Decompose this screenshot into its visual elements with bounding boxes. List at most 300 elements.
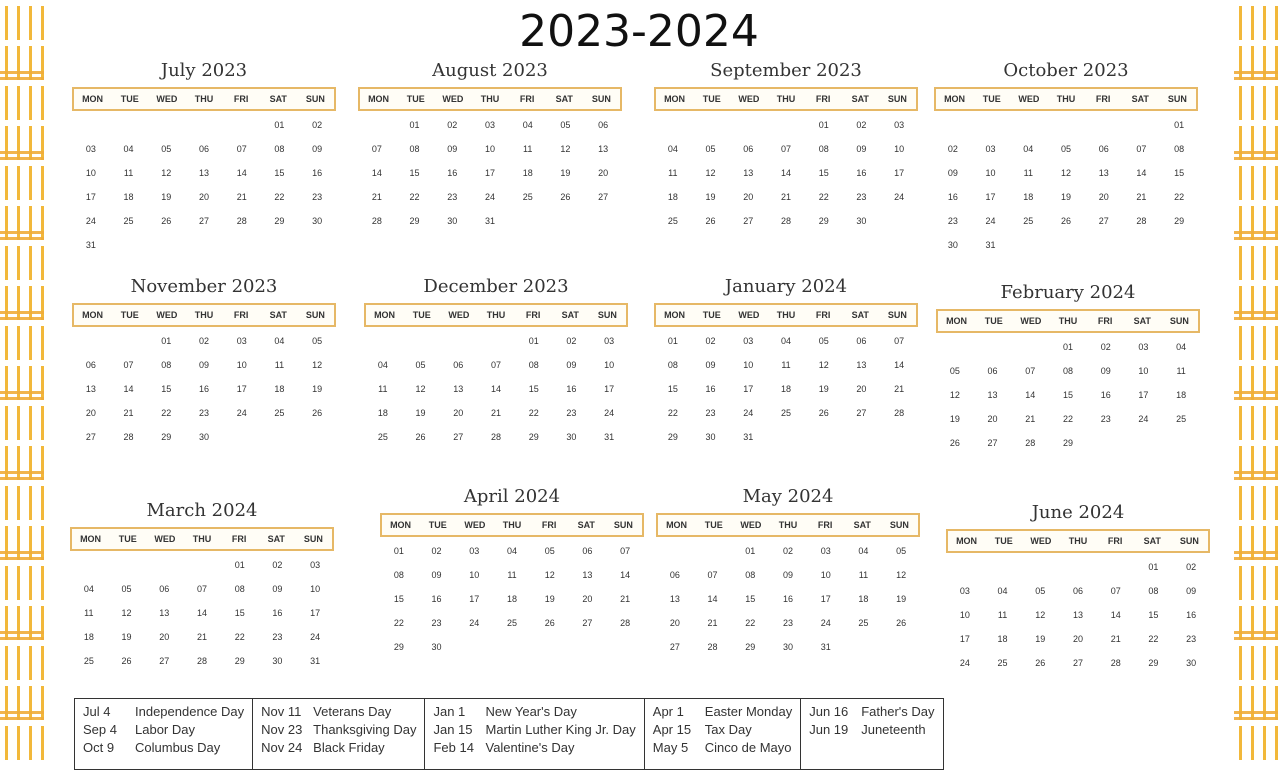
- weekday-label: SAT: [267, 534, 285, 544]
- weekday-header: [654, 87, 918, 111]
- day-number: 03: [985, 144, 996, 154]
- day-number: 27: [598, 192, 609, 202]
- weekday-label: MON: [666, 520, 688, 530]
- day-number: 28: [894, 408, 905, 418]
- day-number: 07: [371, 144, 382, 154]
- day-number: 06: [743, 144, 754, 154]
- day-number: 08: [1174, 144, 1185, 154]
- weekday-label: WED: [442, 94, 464, 104]
- month-title: January 2024: [724, 276, 848, 297]
- day-number: 04: [506, 546, 517, 556]
- holiday-name: Tax Day: [704, 722, 752, 737]
- day-number: 19: [1060, 192, 1071, 202]
- day-number: 20: [198, 192, 209, 202]
- day-number: 06: [198, 144, 209, 154]
- empty-day-cell: [402, 333, 440, 349]
- day-number: 13: [159, 608, 170, 618]
- day-number: 17: [820, 594, 831, 604]
- day-number: 19: [896, 594, 907, 604]
- day-number: 27: [1098, 216, 1109, 226]
- weekday-label: SUN: [597, 310, 617, 320]
- day-number: 30: [198, 432, 209, 442]
- day-number: 16: [447, 168, 458, 178]
- day-number: 25: [506, 618, 517, 628]
- day-number: 11: [781, 360, 791, 370]
- day-number: 30: [1186, 658, 1197, 668]
- day-number: 01: [274, 120, 285, 130]
- day-number: 29: [1174, 216, 1185, 226]
- weekday-label: FRI: [815, 310, 831, 320]
- empty-day-cell: [1047, 117, 1085, 133]
- day-number: 28: [490, 432, 501, 442]
- day-number: 20: [582, 594, 593, 604]
- weekday-label: TUE: [704, 520, 723, 530]
- weekday-label: FRI: [1095, 94, 1111, 104]
- day-number: 23: [566, 408, 577, 418]
- day-number: 22: [745, 618, 756, 628]
- day-number: 13: [598, 144, 609, 154]
- weekday-label: TUE: [994, 536, 1013, 546]
- day-number: 03: [959, 586, 970, 596]
- day-number: 05: [1060, 144, 1071, 154]
- weekday-header: [358, 87, 622, 111]
- day-number: 04: [1176, 342, 1187, 352]
- day-number: 01: [528, 336, 539, 346]
- day-number: 22: [667, 408, 678, 418]
- holiday-date: May 5: [652, 740, 689, 755]
- day-number: 08: [528, 360, 539, 370]
- weekday-label: THU: [192, 534, 212, 544]
- day-number: 18: [123, 192, 134, 202]
- day-number: 02: [782, 546, 793, 556]
- day-grid: [656, 543, 920, 655]
- day-number: 21: [1110, 634, 1121, 644]
- day-grid: [936, 339, 1200, 451]
- day-number: 20: [987, 414, 998, 424]
- month-title: December 2023: [423, 276, 569, 297]
- empty-day-cell: [974, 339, 1012, 355]
- day-number: 19: [818, 384, 829, 394]
- day-number: 27: [453, 432, 464, 442]
- weekday-header: [380, 513, 644, 537]
- day-number: 23: [1100, 414, 1111, 424]
- empty-day-cell: [946, 559, 984, 575]
- day-number: 01: [667, 336, 678, 346]
- weekday-label: FRI: [1097, 316, 1113, 326]
- day-number: 06: [1098, 144, 1109, 154]
- day-number: 26: [1060, 216, 1071, 226]
- day-number: 01: [234, 560, 245, 570]
- day-number: 26: [415, 432, 426, 442]
- day-number: 16: [947, 192, 958, 202]
- day-number: 01: [1174, 120, 1185, 130]
- day-number: 05: [121, 584, 132, 594]
- weekday-label: MON: [82, 310, 104, 320]
- page-title: 2023-2024: [519, 6, 759, 57]
- month-title: August 2023: [432, 60, 548, 81]
- day-number: 19: [312, 384, 323, 394]
- empty-day-cell: [656, 543, 694, 559]
- holiday-name: Veterans Day: [313, 704, 392, 719]
- day-number: 29: [745, 642, 756, 652]
- weekday-label: WED: [1030, 536, 1052, 546]
- day-number: 08: [745, 570, 756, 580]
- weekday-label: TUE: [120, 310, 139, 320]
- day-number: 14: [620, 570, 631, 580]
- day-number: 04: [522, 120, 533, 130]
- day-number: 07: [1136, 144, 1147, 154]
- weekday-label: MON: [946, 316, 968, 326]
- month-calendar-june-2024: [946, 502, 1210, 671]
- weekday-label: TUE: [428, 520, 447, 530]
- day-number: 09: [782, 570, 793, 580]
- weekday-header: [654, 303, 918, 327]
- day-grid: [654, 333, 918, 445]
- day-number: 19: [415, 408, 426, 418]
- holiday-date: Oct 9: [83, 740, 115, 755]
- weekday-label: WED: [738, 310, 760, 320]
- day-number: 05: [705, 144, 716, 154]
- holiday-column: [253, 699, 425, 769]
- weekday-header: [70, 527, 334, 551]
- day-number: 14: [371, 168, 382, 178]
- day-number: 05: [560, 120, 571, 130]
- holiday-name: Thanksgiving Day: [313, 722, 417, 737]
- day-number: 17: [469, 594, 480, 604]
- holiday-name: Columbus Day: [135, 740, 221, 755]
- day-number: 24: [985, 216, 996, 226]
- empty-day-cell: [934, 117, 972, 133]
- day-number: 20: [159, 632, 170, 642]
- month-title: February 2024: [1000, 282, 1136, 303]
- day-number: 20: [598, 168, 609, 178]
- day-number: 28: [236, 216, 247, 226]
- day-number: 03: [1138, 342, 1149, 352]
- month-title: March 2024: [146, 500, 258, 521]
- day-grid: [654, 117, 918, 229]
- weekday-label: THU: [778, 520, 798, 530]
- day-number: 21: [371, 192, 382, 202]
- day-number: 10: [469, 570, 480, 580]
- holiday-date: Apr 1: [652, 704, 684, 719]
- empty-day-cell: [694, 543, 732, 559]
- holiday-name: Labor Day: [135, 722, 195, 737]
- day-number: 04: [780, 336, 791, 346]
- day-number: 20: [1072, 634, 1083, 644]
- day-number: 03: [894, 120, 905, 130]
- day-number: 09: [1100, 366, 1111, 376]
- day-number: 05: [818, 336, 829, 346]
- day-number: 04: [83, 584, 94, 594]
- day-number: 07: [707, 570, 718, 580]
- holiday-name: Father's Day: [861, 704, 935, 719]
- weekday-label: FRI: [541, 520, 557, 530]
- weekday-label: MON: [390, 520, 412, 530]
- holiday-column: [801, 699, 942, 769]
- day-number: 25: [1176, 414, 1187, 424]
- day-number: 31: [985, 240, 996, 250]
- day-number: 27: [856, 408, 867, 418]
- day-number: 24: [484, 192, 495, 202]
- day-number: 21: [620, 594, 631, 604]
- day-number: 15: [234, 608, 245, 618]
- day-number: 09: [566, 360, 577, 370]
- day-number: 23: [856, 192, 867, 202]
- day-number: 04: [667, 144, 678, 154]
- day-number: 15: [1174, 168, 1185, 178]
- holiday-row: [83, 703, 244, 721]
- weekday-label: SAT: [1131, 94, 1149, 104]
- weekday-label: TUE: [120, 94, 139, 104]
- day-number: 19: [121, 632, 132, 642]
- holiday-row: [261, 739, 416, 757]
- holiday-column: [425, 699, 644, 769]
- day-number: 25: [522, 192, 533, 202]
- day-number: 15: [393, 594, 404, 604]
- day-number: 29: [528, 432, 539, 442]
- day-number: 10: [236, 360, 247, 370]
- day-number: 27: [582, 618, 593, 628]
- holiday-row: [809, 721, 934, 739]
- day-number: 28: [707, 642, 718, 652]
- day-number: 08: [667, 360, 678, 370]
- day-number: 23: [1186, 634, 1197, 644]
- day-number: 13: [1098, 168, 1109, 178]
- weekday-label: WED: [1018, 94, 1040, 104]
- day-number: 30: [782, 642, 793, 652]
- day-number: 20: [453, 408, 464, 418]
- holiday-name: Black Friday: [313, 740, 385, 755]
- day-number: 09: [947, 168, 958, 178]
- day-number: 07: [490, 360, 501, 370]
- empty-day-cell: [984, 559, 1022, 575]
- day-number: 12: [818, 360, 829, 370]
- day-number: 04: [123, 144, 134, 154]
- month-title: July 2023: [160, 60, 248, 81]
- day-number: 31: [85, 240, 96, 250]
- day-number: 02: [566, 336, 577, 346]
- day-number: 08: [1062, 366, 1073, 376]
- day-number: 05: [415, 360, 426, 370]
- month-calendar-april-2024: [380, 486, 644, 655]
- day-number: 24: [85, 216, 96, 226]
- day-number: 09: [705, 360, 716, 370]
- day-number: 20: [743, 192, 754, 202]
- day-number: 08: [274, 144, 285, 154]
- day-number: 28: [123, 432, 134, 442]
- day-grid: [70, 557, 334, 669]
- day-number: 10: [894, 144, 905, 154]
- day-number: 26: [818, 408, 829, 418]
- day-number: 07: [1110, 586, 1121, 596]
- day-number: 25: [274, 408, 285, 418]
- day-number: 02: [947, 144, 958, 154]
- day-number: 05: [161, 144, 172, 154]
- day-number: 24: [236, 408, 247, 418]
- weekday-label: FRI: [1107, 536, 1123, 546]
- holiday-name: Easter Monday: [704, 704, 793, 719]
- empty-day-cell: [1123, 117, 1161, 133]
- day-number: 27: [85, 432, 96, 442]
- day-number: 22: [234, 632, 245, 642]
- day-number: 25: [377, 432, 388, 442]
- empty-day-cell: [1009, 117, 1047, 133]
- day-number: 14: [894, 360, 905, 370]
- day-number: 27: [743, 216, 754, 226]
- weekday-label: TUE: [118, 534, 137, 544]
- day-number: 24: [820, 618, 831, 628]
- day-number: 25: [858, 618, 869, 628]
- day-number: 28: [780, 216, 791, 226]
- day-number: 09: [272, 584, 283, 594]
- weekday-label: SUN: [303, 534, 323, 544]
- day-number: 24: [894, 192, 905, 202]
- day-number: 22: [1148, 634, 1159, 644]
- holiday-row: [653, 739, 792, 757]
- day-number: 12: [1035, 610, 1046, 620]
- weekday-label: WED: [1020, 316, 1042, 326]
- day-number: 16: [1186, 610, 1197, 620]
- day-number: 12: [949, 390, 960, 400]
- holiday-list: [74, 698, 944, 770]
- day-number: 23: [272, 632, 283, 642]
- day-number: 28: [620, 618, 631, 628]
- day-number: 13: [669, 594, 680, 604]
- holiday-date: Feb 14: [433, 740, 474, 755]
- day-number: 28: [1136, 216, 1147, 226]
- day-number: 31: [604, 432, 615, 442]
- day-number: 22: [818, 192, 829, 202]
- day-number: 13: [1072, 610, 1083, 620]
- day-number: 04: [377, 360, 388, 370]
- day-number: 07: [123, 360, 134, 370]
- day-number: 14: [1136, 168, 1147, 178]
- day-number: 10: [743, 360, 754, 370]
- day-number: 14: [236, 168, 247, 178]
- day-number: 01: [161, 336, 172, 346]
- empty-day-cell: [358, 117, 396, 133]
- day-number: 07: [780, 144, 791, 154]
- day-number: 06: [453, 360, 464, 370]
- day-number: 06: [85, 360, 96, 370]
- day-number: 18: [997, 634, 1008, 644]
- day-number: 10: [604, 360, 615, 370]
- day-number: 20: [1098, 192, 1109, 202]
- day-number: 22: [1174, 192, 1185, 202]
- month-title: October 2023: [1003, 60, 1129, 81]
- day-number: 08: [393, 570, 404, 580]
- empty-day-cell: [185, 117, 223, 133]
- weekday-label: THU: [480, 94, 500, 104]
- day-number: 27: [1072, 658, 1083, 668]
- weekday-label: FRI: [233, 310, 249, 320]
- day-number: 25: [667, 216, 678, 226]
- day-number: 30: [947, 240, 958, 250]
- day-number: 16: [856, 168, 867, 178]
- day-number: 17: [959, 634, 970, 644]
- day-number: 11: [84, 608, 94, 618]
- day-number: 25: [83, 656, 94, 666]
- day-number: 09: [856, 144, 867, 154]
- day-number: 12: [312, 360, 323, 370]
- day-number: 22: [409, 192, 420, 202]
- holiday-row: [653, 703, 792, 721]
- weekday-label: THU: [486, 310, 506, 320]
- weekday-label: MON: [82, 94, 104, 104]
- weekday-label: MON: [664, 94, 686, 104]
- day-number: 29: [393, 642, 404, 652]
- day-number: 11: [507, 570, 517, 580]
- day-number: 02: [272, 560, 283, 570]
- weekday-label: MON: [956, 536, 978, 546]
- day-number: 19: [949, 414, 960, 424]
- day-number: 15: [1148, 610, 1159, 620]
- decorative-border-right: [1234, 0, 1278, 760]
- weekday-label: THU: [776, 310, 796, 320]
- day-number: 15: [818, 168, 829, 178]
- day-number: 14: [1025, 390, 1036, 400]
- empty-day-cell: [1021, 559, 1059, 575]
- day-number: 18: [780, 384, 791, 394]
- weekday-label: MON: [944, 94, 966, 104]
- weekday-label: WED: [156, 310, 178, 320]
- day-number: 13: [743, 168, 754, 178]
- day-number: 01: [393, 546, 404, 556]
- weekday-label: WED: [156, 94, 178, 104]
- holiday-row: [653, 721, 792, 739]
- day-number: 31: [820, 642, 831, 652]
- day-number: 08: [1148, 586, 1159, 596]
- day-number: 18: [858, 594, 869, 604]
- weekday-label: THU: [502, 520, 522, 530]
- day-number: 21: [780, 192, 791, 202]
- weekday-label: SUN: [305, 310, 325, 320]
- weekday-header: [934, 87, 1198, 111]
- month-title: April 2024: [463, 486, 561, 507]
- day-number: 04: [1023, 144, 1034, 154]
- holiday-name: Cinco de Mayo: [704, 740, 792, 755]
- day-number: 22: [161, 408, 172, 418]
- day-number: 22: [393, 618, 404, 628]
- day-number: 18: [522, 168, 533, 178]
- weekday-label: THU: [1056, 94, 1076, 104]
- day-number: 30: [447, 216, 458, 226]
- day-number: 28: [196, 656, 207, 666]
- day-number: 20: [85, 408, 96, 418]
- day-number: 19: [560, 168, 571, 178]
- day-number: 16: [566, 384, 577, 394]
- weekday-label: SUN: [889, 520, 909, 530]
- day-number: 24: [959, 658, 970, 668]
- weekday-label: SAT: [555, 94, 573, 104]
- weekday-label: THU: [1068, 536, 1088, 546]
- day-number: 10: [484, 144, 495, 154]
- empty-day-cell: [108, 557, 146, 573]
- day-number: 13: [198, 168, 209, 178]
- day-number: 12: [1060, 168, 1071, 178]
- day-number: 18: [377, 408, 388, 418]
- day-number: 27: [669, 642, 680, 652]
- empty-day-cell: [72, 117, 110, 133]
- weekday-label: WED: [740, 520, 762, 530]
- day-number: 26: [161, 216, 172, 226]
- holiday-date: Nov 23: [261, 722, 303, 737]
- day-number: 21: [894, 384, 905, 394]
- day-number: 21: [1136, 192, 1147, 202]
- day-number: 11: [997, 610, 1008, 620]
- day-number: 17: [985, 192, 996, 202]
- weekday-label: TUE: [412, 310, 431, 320]
